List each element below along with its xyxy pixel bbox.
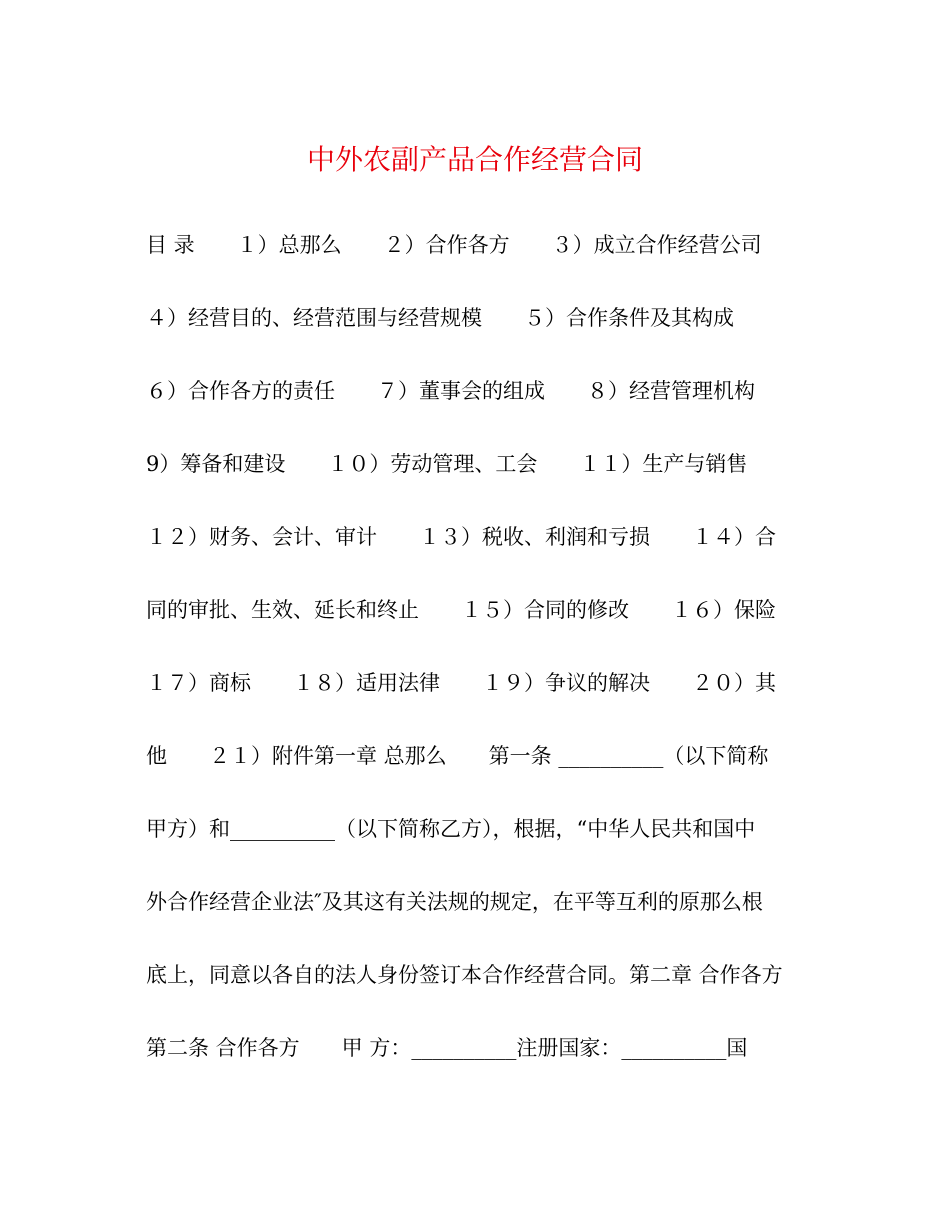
body-line: 他 ２１）附件第一章 总那么 第一条 __________（以下简称: [146, 744, 769, 768]
body-line: 底上，同意以各自的法人身份签订本合作经营合同。第二章 合作各方: [146, 963, 783, 987]
document-body: [146, 223, 806, 1099]
document-title: 中外农副产品合作经营合同: [306, 143, 643, 176]
body-line: 目 录 １）总那么 ２）合作各方 ３）成立合作经营公司: [146, 233, 762, 257]
body-line: 同的审批、生效、延长和终止 １５）合同的修改 １６）保险: [146, 598, 776, 622]
body-line: １７）商标 １８）适用法律 １９）争议的解决 ２０）其: [146, 671, 776, 695]
body-line: 第二条 合作各方 甲 方：__________注册国家：__________国: [146, 1036, 748, 1060]
body-line: 甲方）和__________（以下简称乙方），根据，“中华人民共和国中: [146, 817, 756, 841]
body-line: １２）财务、会计、审计 １３）税收、利润和亏损 １４）合: [146, 525, 776, 549]
body-line: 9）筹备和建设 １０）劳动管理、工会 １１）生产与销售: [146, 452, 748, 476]
body-line: 外合作经营企业法″及其这有关法规的规定，在平等互利的原那么根: [146, 890, 763, 914]
body-line: ４）经营目的、经营范围与经营规模 ５）合作条件及其构成: [146, 306, 734, 330]
body-line: ６）合作各方的责任 ７）董事会的组成 ８）经营管理机构: [146, 379, 755, 403]
